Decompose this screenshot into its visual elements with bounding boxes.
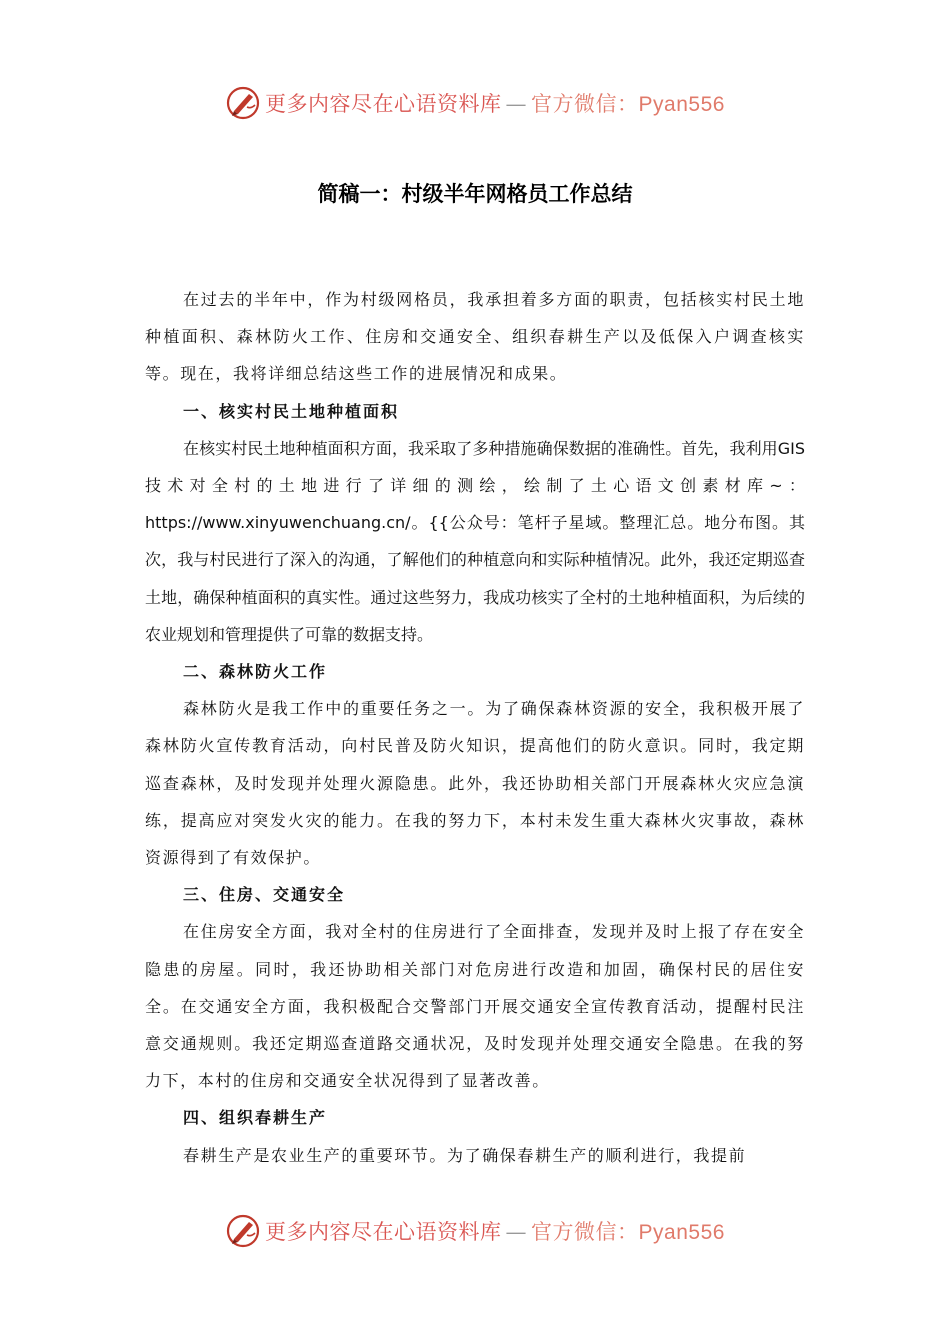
banner-text <box>265 88 725 118</box>
section-heading: 四、组织春耕生产 <box>183 1108 328 1128</box>
banner-separator: — <box>505 92 528 116</box>
banner-label: 官方微信： <box>531 1220 639 1244</box>
footer-banner <box>0 1209 950 1253</box>
banner-separator: — <box>505 1220 528 1244</box>
section-paragraph: 森林防火是我工作中的重要任务之一。为了确保森林资源的安全，我积极开展了森林防火宣传教育活动，向村民普及防火知识，提高他们的防火意识。同时，我定期巡查森林，及时发现并处理火源隐患。此外，我还协助相关部门开展森林火灾应急演练，提高应对突发火灾的能力。在我的努力下，本村未发生重大森林火灾事故，森林资源得到了有效保护。 <box>145 699 805 868</box>
section-heading: 二、森林防火工作 <box>183 662 328 682</box>
banner-text <box>265 1216 725 1246</box>
section-paragraph: 春耕生产是农业生产的重要环节。为了确保春耕生产的顺利进行，我提前 <box>183 1145 747 1165</box>
banner-main-text: 更多内容尽在心语资料库 <box>265 1220 502 1244</box>
section-heading: 三、住房、交通安全 <box>183 885 346 905</box>
banner-wechat-id: Pyan556 <box>638 93 725 116</box>
banner-label: 官方微信： <box>531 92 639 116</box>
banner-wechat-id: Pyan556 <box>638 1221 725 1244</box>
pen-logo-icon <box>225 1213 261 1249</box>
section-paragraph: 在住房安全方面，我对全村的住房进行了全面排查，发现并及时上报了存在安全隐患的房屋。同时，我还协助相关部门对危房进行改造和加固，确保村民的居住安全。在交通安全方面，我积极配合交警部门开展交通安全宣传教育活动，提醒村民注意交通规则。我还定期巡查道路交通状况，及时发现并处理交通安全隐患。在我的努力下，本村的住房和交通安全状况得到了显著改善。 <box>145 922 805 1091</box>
document-title: 简稿一：村级半年网格员工作总结 <box>317 182 633 206</box>
section-paragraph: 在核实村民土地种植面积方面，我采取了多种措施确保数据的准确性。首先，我利用GIS技术对全村的土地进行了详细的测绘，绘制了土心语文创素材库~：https://www.xinyuwenchuang.cn/。{{公众号：笔杆子星域。整理汇总。地分布图。其次，我与村民进行了深入的沟通，了解他们的种植意向和实际种植情况。此外，我还定期巡查土地，确保种植面积的真实性。通过这些努力，我成功核实了全村的土地种植面积，为后续的农业规划和管理提供了可靠的数据支持。 <box>145 438 805 644</box>
pen-logo-icon <box>225 85 261 121</box>
banner-main-text: 更多内容尽在心语资料库 <box>265 92 502 116</box>
header-banner <box>0 81 950 125</box>
intro-paragraph: 在过去的半年中，作为村级网格员，我承担着多方面的职责，包括核实村民土地种植面积、森林防火工作、住房和交通安全、组织春耕生产以及低保入户调查核实等。现在，我将详细总结这些工作的进展情况和成果。 <box>145 290 805 384</box>
section-heading: 一、核实村民土地种植面积 <box>183 401 400 421</box>
document-body <box>145 281 805 1174</box>
